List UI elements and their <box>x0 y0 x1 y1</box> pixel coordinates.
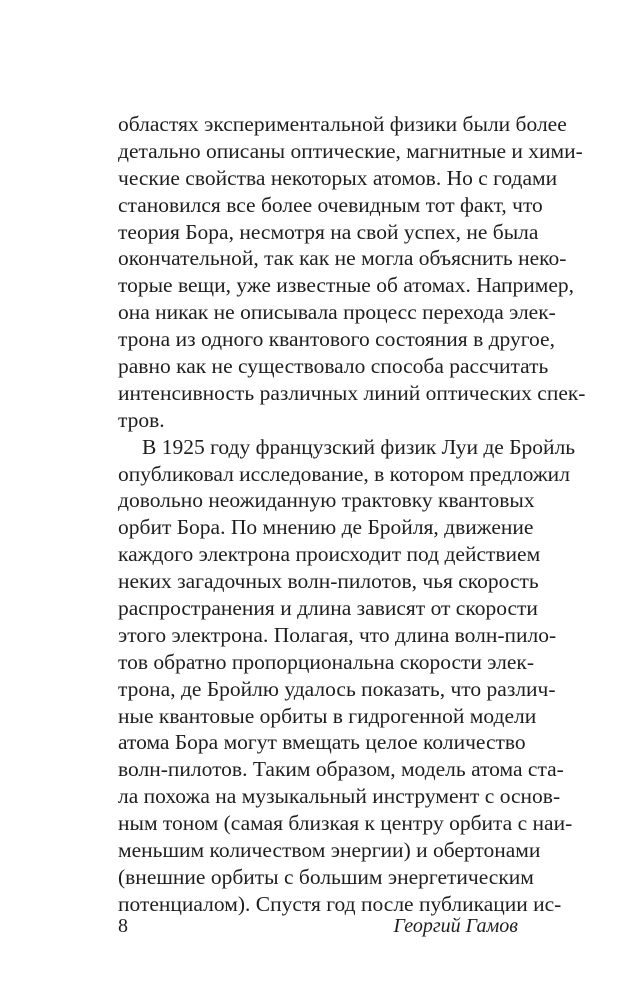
body-text <box>118 111 586 918</box>
text-line: опубликовал исследование, в котором предложил <box>118 461 570 486</box>
text-line: окончательной, так как не могла объяснить неко- <box>118 246 567 271</box>
text-line: теория Бора, несмотря на свой успех, не была <box>118 219 539 244</box>
text-line: областях экспериментальной физики были более <box>118 112 567 136</box>
page-number: 8 <box>118 915 128 937</box>
text-line: неких загадочных волн-пилотов, чья скорость <box>118 569 539 594</box>
text-line: меньшим количеством энергии) и обертонами <box>118 838 541 863</box>
text-line: становился все более очевидным тот факт, что <box>118 192 543 217</box>
text-line: равно как не существовало способа рассчитать <box>118 354 549 379</box>
text-line: В 1925 году французский физик Луи де Бройль <box>142 434 576 459</box>
text-line: детально описаны оптические, магнитные и хими- <box>118 138 583 163</box>
text-line: распространения и длина зависят от скорости <box>118 596 538 621</box>
text-line: атома Бора могут вмещать целое количество <box>118 730 526 755</box>
text-line: этого электрона. Полагая, что длина волн-пило- <box>118 622 557 647</box>
text-line: орбит Бора. По мнению де Бройля, движение <box>118 515 534 540</box>
text-line: интенсивность различных линий оптических спек- <box>118 380 586 405</box>
text-line: довольно неожиданную трактовку квантовых <box>118 488 535 513</box>
text-line: трона, де Бройлю удалось показать, что различ- <box>118 676 556 701</box>
text-line: потенциалом). Спустя год после публикации ис- <box>118 891 562 916</box>
text-line: она никак не описывала процесс перехода элек- <box>118 300 556 325</box>
text-line: ла похожа на музыкальный инструмент с основ- <box>118 784 561 809</box>
text-line: ные квантовые орбиты в гидрогенной модели <box>118 703 537 728</box>
text-line: торые вещи, уже известные об атомах. Например, <box>118 273 575 298</box>
running-title: Георгий Гамов <box>393 915 518 937</box>
text-line: каждого электрона происходит под действием <box>118 542 541 567</box>
text-line: ческие свойства некоторых атомов. Но с годами <box>118 165 558 190</box>
text-line: (внешние орбиты с большим энергетическим <box>118 864 534 889</box>
text-line: волн-пилотов. Таким образом, модель атома ста- <box>118 757 564 782</box>
text-line: трона из одного квантового состояния в другое, <box>118 327 555 352</box>
text-line: тов обратно пропорциональна скорости элек- <box>118 649 535 674</box>
text-line: ным тоном (самая близкая к центру орбита с наи- <box>118 811 573 836</box>
text-line: тров. <box>118 407 165 432</box>
